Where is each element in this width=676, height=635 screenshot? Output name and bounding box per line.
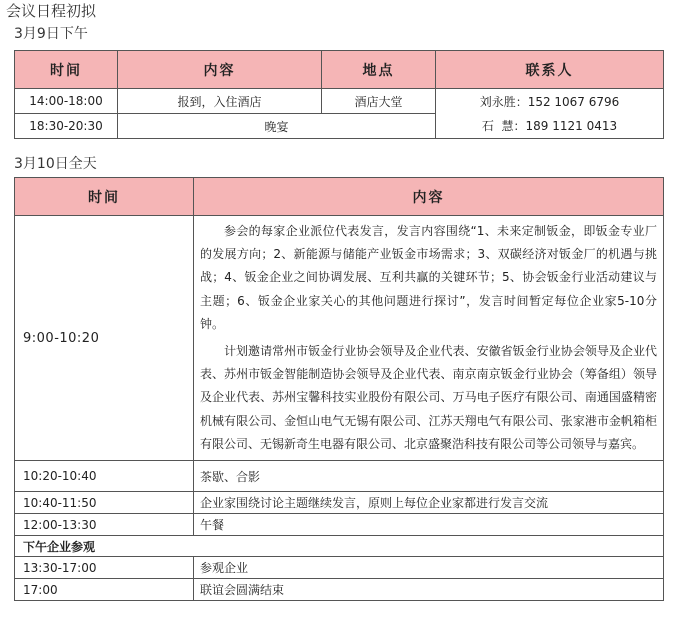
row-time: 14:00-18:00 — [15, 89, 118, 114]
row-content: 企业家围绕讨论主题继续发言，原则上每位企业家都进行发言交流 — [194, 492, 664, 514]
page-title: 会议日程初拟 — [6, 2, 97, 20]
contact-1: 刘永胜：152 1067 6796 — [479, 94, 620, 109]
main-session-row — [15, 216, 664, 461]
table-row — [15, 557, 664, 579]
paragraph-2: 计划邀请常州市钣金行业协会领导及企业代表、安徽省钣金行业协会领导及企业代表、苏州市钣金智能制造协会领导及企业代表、南京南京钣金行业协会（筹备组）领导及企业代表、苏州宝馨科技实业股份有限公司、万马电子医疗有限公司、南通国盛精密机械有限公司、金恒山电气无锡有限公司、江苏天翔电气有限公司、张家港市金帆箱柜有限公司、无锡新奇生电器有限公司、北京盛聚浩科技有限公司等公司领导与嘉宾。 — [200, 344, 657, 451]
table-row — [15, 461, 664, 492]
contacts-cell — [436, 89, 664, 139]
header-time: 时间 — [15, 178, 194, 216]
table-row — [15, 89, 664, 114]
header-time: 时间 — [15, 51, 118, 89]
row-content: 报到，入住酒店 — [118, 89, 322, 114]
day2-date: 3月10日全天 — [14, 156, 97, 172]
day2-schedule-table — [14, 177, 664, 601]
row-time: 13:30-17:00 — [15, 557, 194, 579]
day1-schedule-table — [14, 50, 664, 139]
row-content: 联谊会圆满结束 — [194, 579, 664, 601]
row-content: 午餐 — [194, 514, 664, 536]
header-contact: 联系人 — [436, 51, 664, 89]
header-content: 内容 — [118, 51, 322, 89]
table-row — [15, 579, 664, 601]
table-row — [15, 492, 664, 514]
header-location: 地点 — [322, 51, 436, 89]
day1-date: 3月9日下午 — [14, 26, 88, 42]
row-content: 参观企业 — [194, 557, 664, 579]
row-time: 10:40-11:50 — [15, 492, 194, 514]
header-content: 内容 — [194, 178, 664, 216]
main-session-content — [194, 216, 664, 461]
row-content: 茶歇、合影 — [194, 461, 664, 492]
row-content: 晚宴 — [118, 114, 436, 139]
afternoon-section-row — [15, 536, 664, 557]
row-time: 10:20-10:40 — [15, 461, 194, 492]
row-time: 9:00-10:20 — [15, 216, 194, 461]
afternoon-label: 下午企业参观 — [15, 536, 664, 557]
contact-2: 石 慧：189 1121 0413 — [481, 118, 618, 133]
paragraph-1: 参会的每家企业派位代表发言，发言内容围绕“1、未来定制钣金，即钣金专业厂的发展方向；2、新能源与储能产业钣金市场需求；3、双碳经济对钣金厂的机遇与挑战；4、钣金企业之间协调发展、互利共赢的关键环节；5、协会钣金行业活动建议与主题；6、钣金企业家关心的其他问题进行探讨”，发言时间暂定每位企业家5-10分钟。 — [200, 224, 657, 331]
row-time: 17:00 — [15, 579, 194, 601]
row-location: 酒店大堂 — [322, 89, 436, 114]
table-row — [15, 514, 664, 536]
day2-header-row — [15, 178, 664, 216]
day1-header-row — [15, 51, 664, 89]
row-time: 18:30-20:30 — [15, 114, 118, 139]
row-time: 12:00-13:30 — [15, 514, 194, 536]
